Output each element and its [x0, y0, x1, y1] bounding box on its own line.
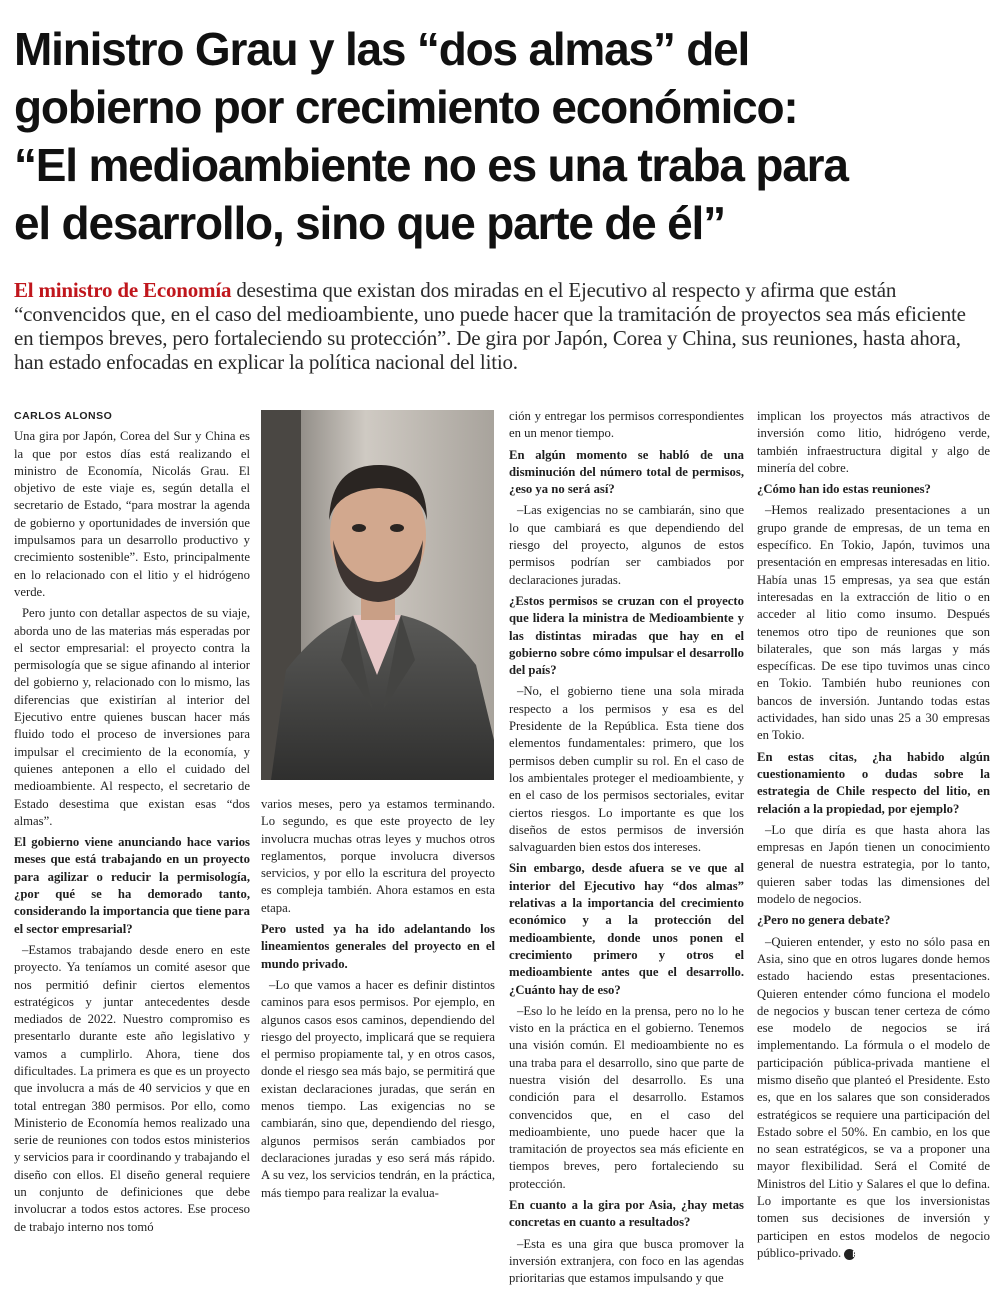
paragraph: Pero junto con detallar aspectos de su viaje, aborda uno de las materias más esperadas por el sector empresarial: el proyecto contra la permisología que se sigue afinando al interior del gobierno y, relacionado con lo mismo, las diferencias que existirían al interior del Ejecutivo entre quienes buscan hacer más fluido todo el proceso de inversiones para impulsar el crecimiento de la economía, y quienes anteponen a ello el cuidado del medioambiente. Al respecto, el secretario de Estado desestima que existan esas “dos almas”.	[14, 606, 250, 828]
paragraph: –Esta es una gira que busca promover la inversión extranjera, con foco en las agendas prioritarias que estamos impulsando y que	[509, 1236, 744, 1286]
question: Pero usted ya ha ido adelantando los lineamientos generales del proyecto en el mundo privado.	[261, 922, 495, 971]
headline-line-2: gobierno por crecimiento económico:	[14, 81, 798, 133]
minister-photo	[261, 410, 494, 780]
paragraph	[757, 934, 990, 1263]
question: ¿Cómo han ido estas reuniones?	[757, 482, 931, 497]
headline-line-1: Ministro Grau y las “dos almas” del	[14, 23, 750, 75]
question: En cuanto a la gira por Asia, ¿hay metas concretas en cuanto a resultados?	[509, 1198, 744, 1230]
column-1	[14, 408, 250, 1240]
deck-text: desestima que existan dos miradas en el Ejecutivo al respecto y afirma que están “convencidos que, en el caso del medioambiente, uno puede hacer que la tramitación de proyectos sea más eficiente en tiempos breves, pero fortaleciendo su protección”. De gira por Japón, Corea y China, sus reuniones, hasta ahora, han estado enfocadas en explicar la política nacional del litio.	[14, 278, 966, 374]
question: ¿Estos permisos se cruzan con el proyecto que lidera la ministra de Medioambiente y las distintas miradas que hay en el gobierno sobre cómo impulsar el desarrollo del país?	[509, 593, 744, 678]
end-of-article-icon: P	[844, 1249, 855, 1260]
paragraph: Una gira por Japón, Corea del Sur y China es la que por estos días está realizando el ministro de Economía, Nicolás Grau. El objetivo de este viaje es, según detalla el secretario de Estado, “para mostrar la agenda de gobierno y oportunidades de inversión que impulsamos para un desarrollo productivo y crecimiento sostenible”. Esto, principalmente en lo relacionado con el litio y el hidrógeno verde.	[14, 429, 250, 599]
question: El gobierno viene anunciando hace varios meses que está trabajando en un proyecto para agilizar o reducir la permisología, ¿por qué se ha demorado tanto, considerando la importancia que tiene para el sector empresarial?	[14, 835, 250, 936]
headline-line-3: “El medioambiente no es una traba para	[14, 139, 848, 191]
paragraph: –Lo que diría es que hasta ahora las empresas en Japón tienen un conocimiento general de nuestra estrategia, por lo tanto, quieren saber todas las dimensiones del modelo de negocios.	[757, 822, 990, 907]
question: Sin embargo, desde afuera se ve que al interior del Ejecutivo hay “dos almas” relativas a la importancia del crecimiento económico y a la protección del medioambiente, donde unos ponen el crecimiento primero y otros el medioambiente antes que el desarrollo. ¿Cuánto hay de eso?	[509, 861, 744, 997]
paragraph: –Lo que vamos a hacer es definir distintos caminos para esos permisos. Por ejemplo, en algunos casos esos caminos, dependiendo del riesgo del proyecto, implicará que se requiera el permiso propiamente tal, y en otros casos, donde el riesgo sea más bajo, se permitirá que existan declaraciones juradas, que serán en menos tiempo. Las exigencias no se cambiarán, sino que, dependiendo del riesgo, algunos permisos serán cambiados por declaraciones juradas y eso será más rápido. A su vez, los servicios tendrán, en la práctica, más tiempo para realizar la evalua-	[261, 977, 495, 1200]
byline: CARLOS ALONSO	[14, 410, 113, 422]
paragraph: –Las exigencias no se cambiarán, sino que lo que cambiará es que dependiendo del riesgo del proyecto, algunos de estos permisos podrían ser cambiados por declaraciones juradas.	[509, 503, 744, 587]
portrait-illustration	[261, 410, 494, 780]
deck	[14, 278, 989, 374]
column-3	[509, 408, 744, 1292]
headline	[14, 20, 989, 252]
question: En algún momento se habló de una disminución del número total de permisos, ¿eso ya no será así?	[509, 447, 744, 497]
paragraph-text: –Quieren entender, y esto no sólo pasa en Asia, sino que en otros lugares donde hemos estado haciendo estas presentaciones. Quieren entender cómo funciona el modelo de negocios y buscan tener certeza de cómo ese modelo de negocios se irá implementando. La fórmula o el modelo de participación pública-privada mantiene el mismo diseño que planteó el Presidente. Esto es, que en los salares que son considerados estratégicos se requiere una participación del Estado sobre el 50%. En cambio, en los que no sean estratégicos, se va a proponer una mayor flexibilidad. Será el Comité de Ministros del Litio y Salares el que lo defina. Lo importante es que los inversionistas tomen sus decisiones de inversión y participen en estos modelos de negocio público-privado.	[757, 934, 990, 1260]
column-2	[261, 796, 495, 1206]
column-4	[757, 408, 990, 1266]
paragraph: varios meses, pero ya estamos terminando. Lo segundo, es que este proyecto de ley involucra muchas otras leyes y muchos otros reglamentos, porque involucra diversos servicios, y por ello la escritura del proyecto es compleja también. Ahora estamos en esta etapa.	[261, 797, 495, 915]
paragraph: ción y entregar los permisos correspondientes en un menor tiempo.	[509, 409, 744, 441]
deck-lead: El ministro de Economía	[14, 278, 232, 302]
paragraph: –Hemos realizado presentaciones a un grupo grande de empresas, de un tema en específico. En Tokio, Japón, tuvimos una presentación en empresas interesadas en litio. Había unas 15 empresas, ya sea que están interesadas en la extracción de litio o en acceder al litio como insumo. Después tenemos otro tipo de reuniones que son bilaterales, que son más largas y más específicas. De ese tipo tuvimos unas cinco en Tokio. También hubo reuniones con bancos de inversión. Juntando todas estas actividades, han sido unas 25 a 30 empresas en Tokio.	[757, 503, 990, 743]
paragraph: implican los proyectos más atractivos de inversión como litio, hidrógeno verde, también infraestructura digital y algo de minería del cobre.	[757, 409, 990, 475]
question: En estas citas, ¿ha habido algún cuestionamiento o dudas sobre la estrategia de Chile respecto del litio, en relación a la propiedad, por ejemplo?	[757, 749, 990, 816]
paragraph: –No, el gobierno tiene una sola mirada respecto a los permisos y esa es del Presidente de la República. Esta tiene dos elementos fundamentales: primero, que los permisos deben cumplir su rol. En el caso de los ambientales proteger el medioambiente, y en el caso de los permisos sectoriales, evitar ciertos riesgos. Lo importante es que los diseños de estos permisos de inversión salvaguarden bien estos dos intereses.	[509, 684, 744, 855]
headline-line-4: el desarrollo, sino que parte de él”	[14, 197, 725, 249]
question: ¿Pero no genera debate?	[757, 913, 891, 928]
paragraph: –Eso lo he leído en la prensa, pero no lo he visto en la práctica en el gobierno. Tenemos una visión común. El medioambiente no es una traba para el desarrollo, sino que parte de nuestra visión del desarrollo. Es una condición para el desarrollo. Estamos convencidos que, en el caso del medioambiente, uno puede hacer que la tramitación de proyectos sea más eficiente en tiempos breves, pero fortaleciendo su protección.	[509, 1003, 744, 1191]
paragraph: –Estamos trabajando desde enero en este proyecto. Ya teníamos un comité asesor que nos permitió definir ciertos elementos estratégicos y juntar antecedentes desde mediados de 2022. Nuestro compromiso es presentarlo durante este año legislativo y vamos a cumplirlo. Ahora, tiene dos dificultades. La primera es que es un proyecto que involucra a más de 40 servicios y que en total entregan 380 permisos. Por ello, como Ministerio de Economía hemos realizado una serie de reuniones con todos estos ministerios y servicios para ir coordinando y trabajando el diseño con ellos. El diseño general requiere un conjunto de definiciones que debe involucrar a todos estos actores. Ese proceso de trabajo interno nos tomó	[14, 942, 250, 1234]
